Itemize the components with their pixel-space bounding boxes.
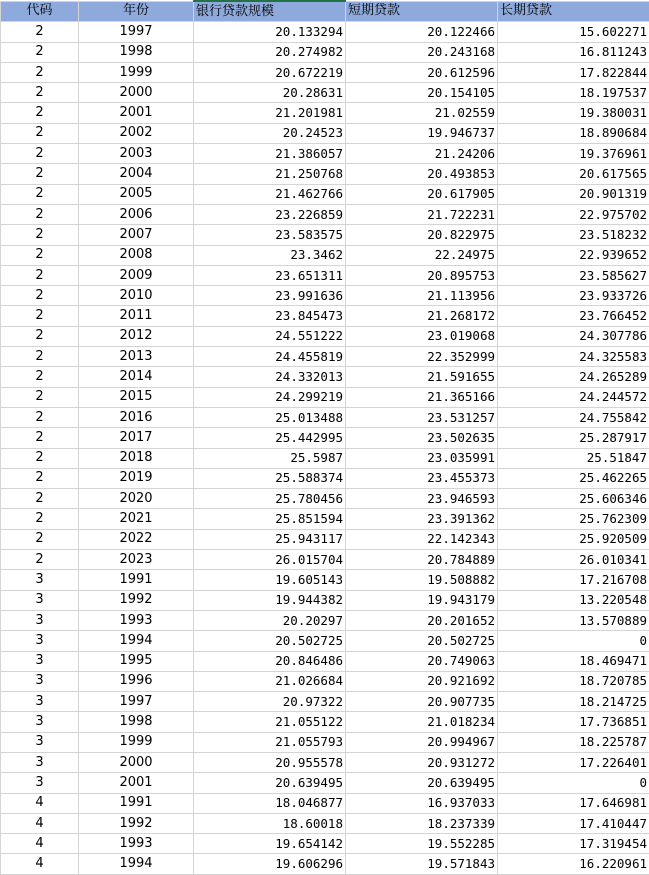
table-row [1,245,649,265]
cell-year[interactable]: 2000 [79,83,194,103]
cell-year[interactable]: 2022 [79,529,194,549]
cell-bank-loan-scale[interactable]: 23.3462 [194,245,346,265]
cell-long-term-loan[interactable]: 24.307786 [498,326,649,346]
cell-long-term-loan[interactable]: 23.766452 [498,306,649,326]
table-row [1,22,649,42]
cell-long-term-loan[interactable]: 17.736851 [498,712,649,732]
table-row [1,367,649,387]
cell-long-term-loan[interactable]: 22.975702 [498,204,649,224]
cell-long-term-loan[interactable]: 0 [498,631,649,651]
cell-year[interactable]: 2021 [79,509,194,529]
table-row [1,347,649,367]
cell-code[interactable]: 2 [1,367,79,387]
cell-bank-loan-scale[interactable]: 23.845473 [194,306,346,326]
table-row [1,407,649,427]
table-row [1,651,649,671]
table-body [1,22,649,874]
cell-year[interactable]: 2000 [79,752,194,772]
cell-long-term-loan[interactable]: 16.220961 [498,854,649,874]
cell-long-term-loan[interactable]: 25.287917 [498,428,649,448]
cell-long-term-loan[interactable]: 17.226401 [498,752,649,772]
cell-bank-loan-scale[interactable]: 21.386057 [194,144,346,164]
cell-short-term-loan[interactable]: 20.907735 [346,692,498,712]
cell-short-term-loan[interactable]: 21.722231 [346,204,498,224]
table-row [1,144,649,164]
cell-year[interactable]: 2019 [79,468,194,488]
cell-long-term-loan[interactable]: 24.265289 [498,367,649,387]
table-row [1,671,649,691]
cell-code[interactable]: 2 [1,428,79,448]
cell-year[interactable]: 2012 [79,326,194,346]
header-long-term-loan[interactable]: 长期贷款 [498,1,649,22]
cell-long-term-loan[interactable]: 17.410447 [498,813,649,833]
cell-code[interactable]: 3 [1,692,79,712]
cell-bank-loan-scale[interactable]: 19.606296 [194,854,346,874]
cell-short-term-loan[interactable]: 20.822975 [346,225,498,245]
cell-year[interactable]: 1998 [79,712,194,732]
cell-short-term-loan[interactable]: 20.502725 [346,631,498,651]
cell-short-term-loan[interactable]: 20.931272 [346,752,498,772]
cell-short-term-loan[interactable]: 23.455373 [346,468,498,488]
header-row [1,1,649,22]
cell-code[interactable]: 2 [1,22,79,42]
cell-long-term-loan[interactable]: 18.197537 [498,83,649,103]
cell-short-term-loan[interactable]: 20.154105 [346,83,498,103]
cell-long-term-loan[interactable]: 13.570889 [498,610,649,630]
cell-short-term-loan[interactable]: 18.237339 [346,813,498,833]
cell-code[interactable]: 2 [1,123,79,143]
table-row [1,42,649,62]
cell-long-term-loan[interactable]: 20.901319 [498,184,649,204]
table-row [1,468,649,488]
cell-long-term-loan[interactable]: 23.585627 [498,265,649,285]
cell-code[interactable]: 3 [1,651,79,671]
cell-bank-loan-scale[interactable]: 21.250768 [194,164,346,184]
cell-long-term-loan[interactable]: 26.010341 [498,550,649,570]
cell-code[interactable]: 4 [1,834,79,854]
cell-code[interactable]: 2 [1,489,79,509]
table-row [1,184,649,204]
cell-code[interactable]: 2 [1,42,79,62]
table-row [1,204,649,224]
cell-long-term-loan[interactable]: 17.216708 [498,570,649,590]
table-row [1,265,649,285]
cell-year[interactable]: 1999 [79,62,194,82]
cell-long-term-loan[interactable]: 0 [498,773,649,793]
cell-short-term-loan[interactable]: 21.268172 [346,306,498,326]
cell-bank-loan-scale[interactable]: 25.780456 [194,489,346,509]
cell-bank-loan-scale[interactable]: 25.442995 [194,428,346,448]
cell-code[interactable]: 2 [1,550,79,570]
cell-year[interactable]: 1996 [79,671,194,691]
cell-year[interactable]: 2003 [79,144,194,164]
cell-short-term-loan[interactable]: 22.24975 [346,245,498,265]
cell-short-term-loan[interactable]: 23.035991 [346,448,498,468]
cell-year[interactable]: 1993 [79,610,194,630]
cell-code[interactable]: 3 [1,773,79,793]
cell-year[interactable]: 1993 [79,834,194,854]
cell-year[interactable]: 1991 [79,570,194,590]
cell-bank-loan-scale[interactable]: 23.651311 [194,265,346,285]
cell-year[interactable]: 2004 [79,164,194,184]
cell-short-term-loan[interactable]: 20.784889 [346,550,498,570]
table-row [1,813,649,833]
cell-year[interactable]: 2001 [79,773,194,793]
cell-short-term-loan[interactable]: 20.994967 [346,732,498,752]
table-row [1,610,649,630]
table-row [1,732,649,752]
cell-bank-loan-scale[interactable]: 23.991636 [194,286,346,306]
table-row [1,103,649,123]
cell-bank-loan-scale[interactable]: 20.274982 [194,42,346,62]
cell-short-term-loan[interactable]: 21.24206 [346,144,498,164]
table-row [1,428,649,448]
cell-year[interactable]: 1997 [79,22,194,42]
cell-long-term-loan[interactable]: 18.214725 [498,692,649,712]
cell-short-term-loan[interactable]: 20.493853 [346,164,498,184]
cell-year[interactable]: 2018 [79,448,194,468]
cell-bank-loan-scale[interactable]: 20.846486 [194,651,346,671]
cell-short-term-loan[interactable]: 19.943179 [346,590,498,610]
cell-bank-loan-scale[interactable]: 23.226859 [194,204,346,224]
cell-bank-loan-scale[interactable]: 20.672219 [194,62,346,82]
cell-long-term-loan[interactable]: 17.646981 [498,793,649,813]
table-row [1,164,649,184]
cell-code[interactable]: 2 [1,529,79,549]
cell-short-term-loan[interactable]: 23.391362 [346,509,498,529]
cell-bank-loan-scale[interactable]: 19.605143 [194,570,346,590]
cell-code[interactable]: 2 [1,245,79,265]
cell-year[interactable]: 2013 [79,347,194,367]
table-row [1,83,649,103]
cell-year[interactable]: 2005 [79,184,194,204]
cell-short-term-loan[interactable]: 19.552285 [346,834,498,854]
cell-code[interactable]: 3 [1,590,79,610]
cell-short-term-loan[interactable]: 16.937033 [346,793,498,813]
cell-year[interactable]: 1994 [79,631,194,651]
cell-bank-loan-scale[interactable]: 26.015704 [194,550,346,570]
table-row [1,225,649,245]
table-row [1,692,649,712]
cell-code[interactable]: 2 [1,184,79,204]
cell-year[interactable]: 2002 [79,123,194,143]
table-row [1,387,649,407]
cell-long-term-loan[interactable]: 19.376961 [498,144,649,164]
cell-year[interactable]: 1991 [79,793,194,813]
cell-short-term-loan[interactable]: 21.018234 [346,712,498,732]
cell-year[interactable]: 2010 [79,286,194,306]
cell-code[interactable]: 2 [1,265,79,285]
table-row [1,752,649,772]
cell-short-term-loan[interactable]: 20.749063 [346,651,498,671]
cell-code[interactable]: 4 [1,854,79,874]
cell-year[interactable]: 2020 [79,489,194,509]
cell-code[interactable]: 2 [1,83,79,103]
cell-bank-loan-scale[interactable]: 23.583575 [194,225,346,245]
cell-year[interactable]: 2017 [79,428,194,448]
table-row [1,306,649,326]
cell-bank-loan-scale[interactable]: 19.944382 [194,590,346,610]
cell-code[interactable]: 2 [1,448,79,468]
cell-code[interactable]: 2 [1,62,79,82]
cell-bank-loan-scale[interactable]: 20.955578 [194,752,346,772]
cell-code[interactable]: 2 [1,407,79,427]
cell-code[interactable]: 3 [1,631,79,651]
cell-code[interactable]: 2 [1,225,79,245]
table-row [1,489,649,509]
cell-long-term-loan[interactable]: 25.462265 [498,468,649,488]
table-row [1,286,649,306]
table-row [1,529,649,549]
cell-bank-loan-scale[interactable]: 24.551222 [194,326,346,346]
cell-code[interactable]: 2 [1,144,79,164]
cell-code[interactable]: 3 [1,671,79,691]
cell-short-term-loan[interactable]: 19.571843 [346,854,498,874]
cell-year[interactable]: 2006 [79,204,194,224]
cell-bank-loan-scale[interactable]: 25.013488 [194,407,346,427]
cell-short-term-loan[interactable]: 20.895753 [346,265,498,285]
cell-year[interactable]: 1992 [79,590,194,610]
cell-bank-loan-scale[interactable]: 24.299219 [194,387,346,407]
header-bank-loan-scale[interactable]: 银行贷款规模 [194,1,346,22]
table-row [1,773,649,793]
cell-bank-loan-scale[interactable]: 20.97322 [194,692,346,712]
cell-bank-loan-scale[interactable]: 21.055793 [194,732,346,752]
cell-long-term-loan[interactable]: 24.325583 [498,347,649,367]
cell-year[interactable]: 2014 [79,367,194,387]
cell-year[interactable]: 2009 [79,265,194,285]
cell-code[interactable]: 2 [1,468,79,488]
table-row [1,550,649,570]
cell-bank-loan-scale[interactable]: 21.026684 [194,671,346,691]
cell-long-term-loan[interactable]: 24.755842 [498,407,649,427]
cell-code[interactable]: 2 [1,204,79,224]
cell-year[interactable]: 1999 [79,732,194,752]
cell-year[interactable]: 2007 [79,225,194,245]
cell-long-term-loan[interactable]: 19.380031 [498,103,649,123]
cell-short-term-loan[interactable]: 20.921692 [346,671,498,691]
cell-bank-loan-scale[interactable]: 24.332013 [194,367,346,387]
cell-bank-loan-scale[interactable]: 21.462766 [194,184,346,204]
cell-long-term-loan[interactable]: 18.225787 [498,732,649,752]
cell-long-term-loan[interactable]: 23.518232 [498,225,649,245]
cell-bank-loan-scale[interactable]: 24.455819 [194,347,346,367]
cell-bank-loan-scale[interactable]: 20.502725 [194,631,346,651]
cell-year[interactable]: 1998 [79,42,194,62]
cell-bank-loan-scale[interactable]: 18.60018 [194,813,346,833]
cell-short-term-loan[interactable]: 20.617905 [346,184,498,204]
cell-long-term-loan[interactable]: 15.602271 [498,22,649,42]
cell-long-term-loan[interactable]: 18.890684 [498,123,649,143]
cell-bank-loan-scale[interactable]: 25.851594 [194,509,346,529]
table-row [1,62,649,82]
cell-short-term-loan[interactable]: 20.612596 [346,62,498,82]
cell-code[interactable]: 2 [1,286,79,306]
cell-bank-loan-scale[interactable]: 25.943117 [194,529,346,549]
cell-long-term-loan[interactable]: 25.606346 [498,489,649,509]
cell-code[interactable]: 2 [1,164,79,184]
cell-short-term-loan[interactable]: 22.352999 [346,347,498,367]
cell-code[interactable]: 3 [1,570,79,590]
cell-long-term-loan[interactable]: 17.319454 [498,834,649,854]
cell-short-term-loan[interactable]: 23.502635 [346,428,498,448]
cell-code[interactable]: 4 [1,813,79,833]
cell-short-term-loan[interactable]: 21.02559 [346,103,498,123]
cell-short-term-loan[interactable]: 20.639495 [346,773,498,793]
table-row [1,793,649,813]
cell-bank-loan-scale[interactable]: 21.201981 [194,103,346,123]
cell-long-term-loan[interactable]: 18.469471 [498,651,649,671]
cell-long-term-loan[interactable]: 18.720785 [498,671,649,691]
cell-long-term-loan[interactable]: 13.220548 [498,590,649,610]
cell-short-term-loan[interactable]: 21.365166 [346,387,498,407]
cell-long-term-loan[interactable]: 22.939652 [498,245,649,265]
cell-year[interactable]: 2015 [79,387,194,407]
table-row [1,854,649,874]
cell-year[interactable]: 2008 [79,245,194,265]
table-row [1,834,649,854]
cell-year[interactable]: 2016 [79,407,194,427]
cell-year[interactable]: 2001 [79,103,194,123]
table-row [1,712,649,732]
table-row [1,570,649,590]
cell-year[interactable]: 1994 [79,854,194,874]
cell-short-term-loan[interactable]: 21.113956 [346,286,498,306]
cell-year[interactable]: 2023 [79,550,194,570]
header-year[interactable]: 年份 [79,1,194,22]
cell-code[interactable]: 2 [1,509,79,529]
cell-code[interactable]: 2 [1,326,79,346]
cell-long-term-loan[interactable]: 25.51847 [498,448,649,468]
cell-code[interactable]: 2 [1,387,79,407]
cell-code[interactable]: 2 [1,103,79,123]
cell-short-term-loan[interactable]: 23.019068 [346,326,498,346]
cell-long-term-loan[interactable]: 16.811243 [498,42,649,62]
cell-code[interactable]: 3 [1,752,79,772]
cell-bank-loan-scale[interactable]: 18.046877 [194,793,346,813]
cell-year[interactable]: 1992 [79,813,194,833]
cell-year[interactable]: 2011 [79,306,194,326]
cell-bank-loan-scale[interactable]: 19.654142 [194,834,346,854]
cell-short-term-loan[interactable]: 20.243168 [346,42,498,62]
cell-year[interactable]: 1995 [79,651,194,671]
cell-bank-loan-scale[interactable]: 25.588374 [194,468,346,488]
cell-code[interactable]: 3 [1,712,79,732]
cell-short-term-loan[interactable]: 23.531257 [346,407,498,427]
cell-long-term-loan[interactable]: 17.822844 [498,62,649,82]
cell-code[interactable]: 3 [1,610,79,630]
cell-short-term-loan[interactable]: 23.946593 [346,489,498,509]
table-row [1,123,649,143]
cell-bank-loan-scale[interactable]: 20.639495 [194,773,346,793]
cell-short-term-loan[interactable]: 20.201652 [346,610,498,630]
cell-code[interactable]: 4 [1,793,79,813]
cell-bank-loan-scale[interactable]: 20.24523 [194,123,346,143]
cell-short-term-loan[interactable]: 21.591655 [346,367,498,387]
header-short-term-loan[interactable]: 短期贷款 [346,1,498,22]
cell-bank-loan-scale[interactable]: 20.20297 [194,610,346,630]
header-code[interactable]: 代码 [1,1,79,22]
table-row [1,448,649,468]
table-row [1,509,649,529]
cell-code[interactable]: 2 [1,306,79,326]
cell-short-term-loan[interactable]: 22.142343 [346,529,498,549]
cell-long-term-loan[interactable]: 20.617565 [498,164,649,184]
cell-long-term-loan[interactable]: 23.933726 [498,286,649,306]
cell-bank-loan-scale[interactable]: 20.133294 [194,22,346,42]
cell-bank-loan-scale[interactable]: 20.28631 [194,83,346,103]
cell-long-term-loan[interactable]: 25.920509 [498,529,649,549]
cell-code[interactable]: 2 [1,347,79,367]
cell-bank-loan-scale[interactable]: 25.5987 [194,448,346,468]
cell-long-term-loan[interactable]: 24.244572 [498,387,649,407]
cell-short-term-loan[interactable]: 19.946737 [346,123,498,143]
cell-short-term-loan[interactable]: 19.508882 [346,570,498,590]
cell-bank-loan-scale[interactable]: 21.055122 [194,712,346,732]
table-row [1,590,649,610]
cell-year[interactable]: 1997 [79,692,194,712]
table-row [1,326,649,346]
table-row [1,631,649,651]
cell-short-term-loan[interactable]: 20.122466 [346,22,498,42]
cell-long-term-loan[interactable]: 25.762309 [498,509,649,529]
cell-code[interactable]: 3 [1,732,79,752]
